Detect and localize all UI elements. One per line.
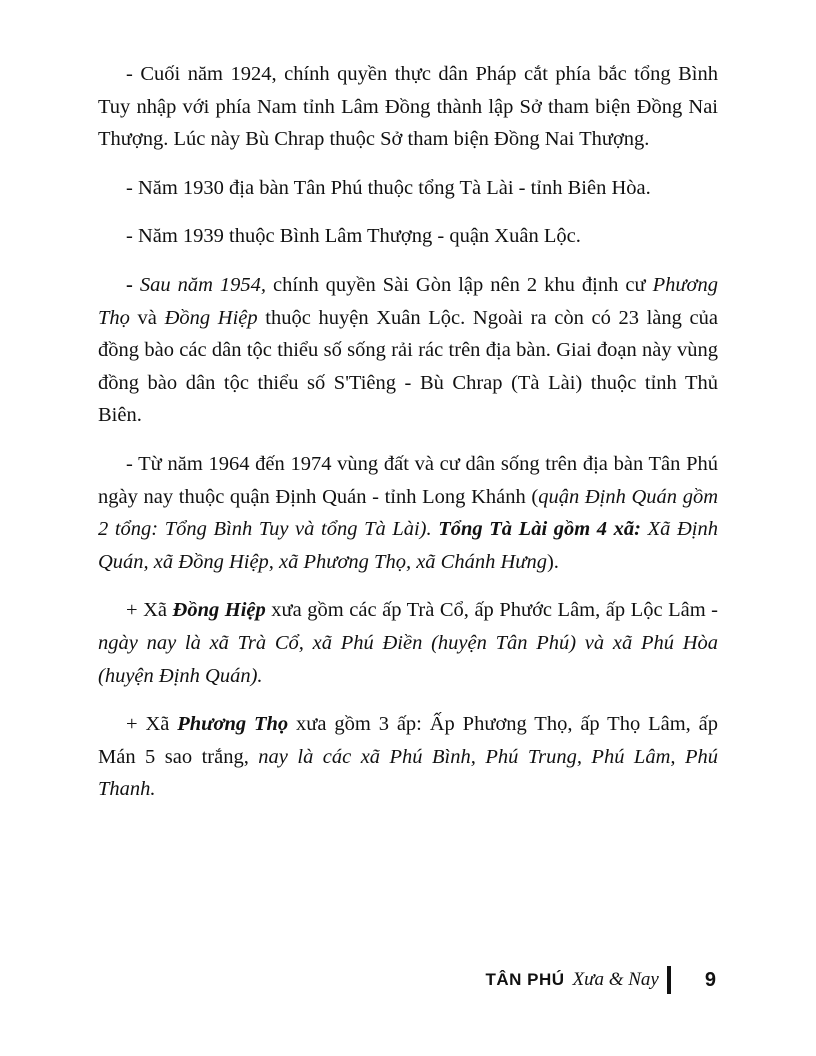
text-run: Phương Thọ [98, 273, 718, 329]
text-run: - Từ năm 1964 đến 1974 vùng đất và cư dân sống trên địa bàn Tân Phú ngày nay thuộc quận Định Quán - tỉnh Long Khánh ( [98, 452, 718, 508]
text-run: và [129, 306, 165, 329]
text-run: ). [546, 550, 559, 573]
paragraph [98, 220, 718, 253]
text-run: chính quyền Sài Gòn lập nên 2 khu định cư [266, 273, 653, 296]
text-run: - Năm 1939 thuộc Bình Lâm Thượng - quận Xuân Lộc. [126, 225, 581, 248]
paragraph [98, 708, 718, 806]
text-run: Sau năm 1954, [139, 273, 267, 296]
text-run: + Xã [126, 713, 178, 736]
footer-book-title: TÂN PHÚ [485, 970, 565, 989]
page-footer [485, 962, 716, 998]
text-run: Xã Định Quán, xã Đồng Hiệp, xã Phương Thọ, xã Chánh Hưng [98, 518, 718, 573]
text-run: - [126, 273, 140, 296]
footer-divider [667, 966, 671, 994]
text-run: Tổng Tà Lài gồm 4 xã: [438, 518, 641, 541]
text-run: Phương Thọ [177, 713, 289, 736]
text-run: nay là các xã Phú Bình, Phú Trung, Phú Lâm, Phú Thanh. [98, 745, 718, 801]
text-run: xưa gồm các ấp Trà Cổ, ấp Phước Lâm, ấp Lộc Lâm - [265, 599, 718, 622]
text-run: xưa gồm 3 ấp: Ấp Phương Thọ, ấp Thọ Lâm, ấp Mán 5 sao trắng, [98, 713, 719, 768]
footer-book-subtitle: Xưa & Nay [572, 969, 659, 990]
paragraph [98, 448, 718, 578]
body-text [98, 58, 718, 822]
paragraph [98, 594, 718, 692]
text-run: - Năm 1930 địa bàn Tân Phú thuộc tổng Tà Lài - tỉnh Biên Hòa. [126, 176, 651, 199]
text-run: quận Định Quán gồm 2 tổng: Tổng Bình Tuy và tổng Tà Lài). [98, 485, 719, 541]
text-run: - Cuối năm 1924, chính quyền thực dân Pháp cắt phía bắc tổng Bình Tuy nhập với phía Nam tỉnh Lâm Đồng thành lập Sở tham biện Đồng Nai Thượng. Lúc này Bù Chrap thuộc Sở tham biện Đồng Nai Thượng. [98, 63, 718, 151]
text-run: thuộc huyện Xuân Lộc. Ngoài ra còn có 23 làng của đồng bào các dân tộc thiểu số sống rải rác trên địa bàn. Giai đoạn này vùng đồng bào dân tộc thiểu số S'Tiêng - Bù Chrap (Tà Lài) thuộc tỉnh Thủ Biên. [98, 306, 719, 427]
page-number: 9 [704, 968, 716, 991]
paragraph [98, 58, 718, 156]
text-run: + Xã [126, 599, 173, 622]
text-run: ngày nay là xã Trà Cổ, xã Phú Điền (huyện Tân Phú) và xã Phú Hòa (huyện Định Quán). [98, 631, 718, 687]
text-run: Đồng Hiệp [164, 306, 258, 329]
text-run: Đồng Hiệp [172, 599, 266, 622]
paragraph [98, 269, 718, 432]
paragraph [98, 172, 718, 205]
